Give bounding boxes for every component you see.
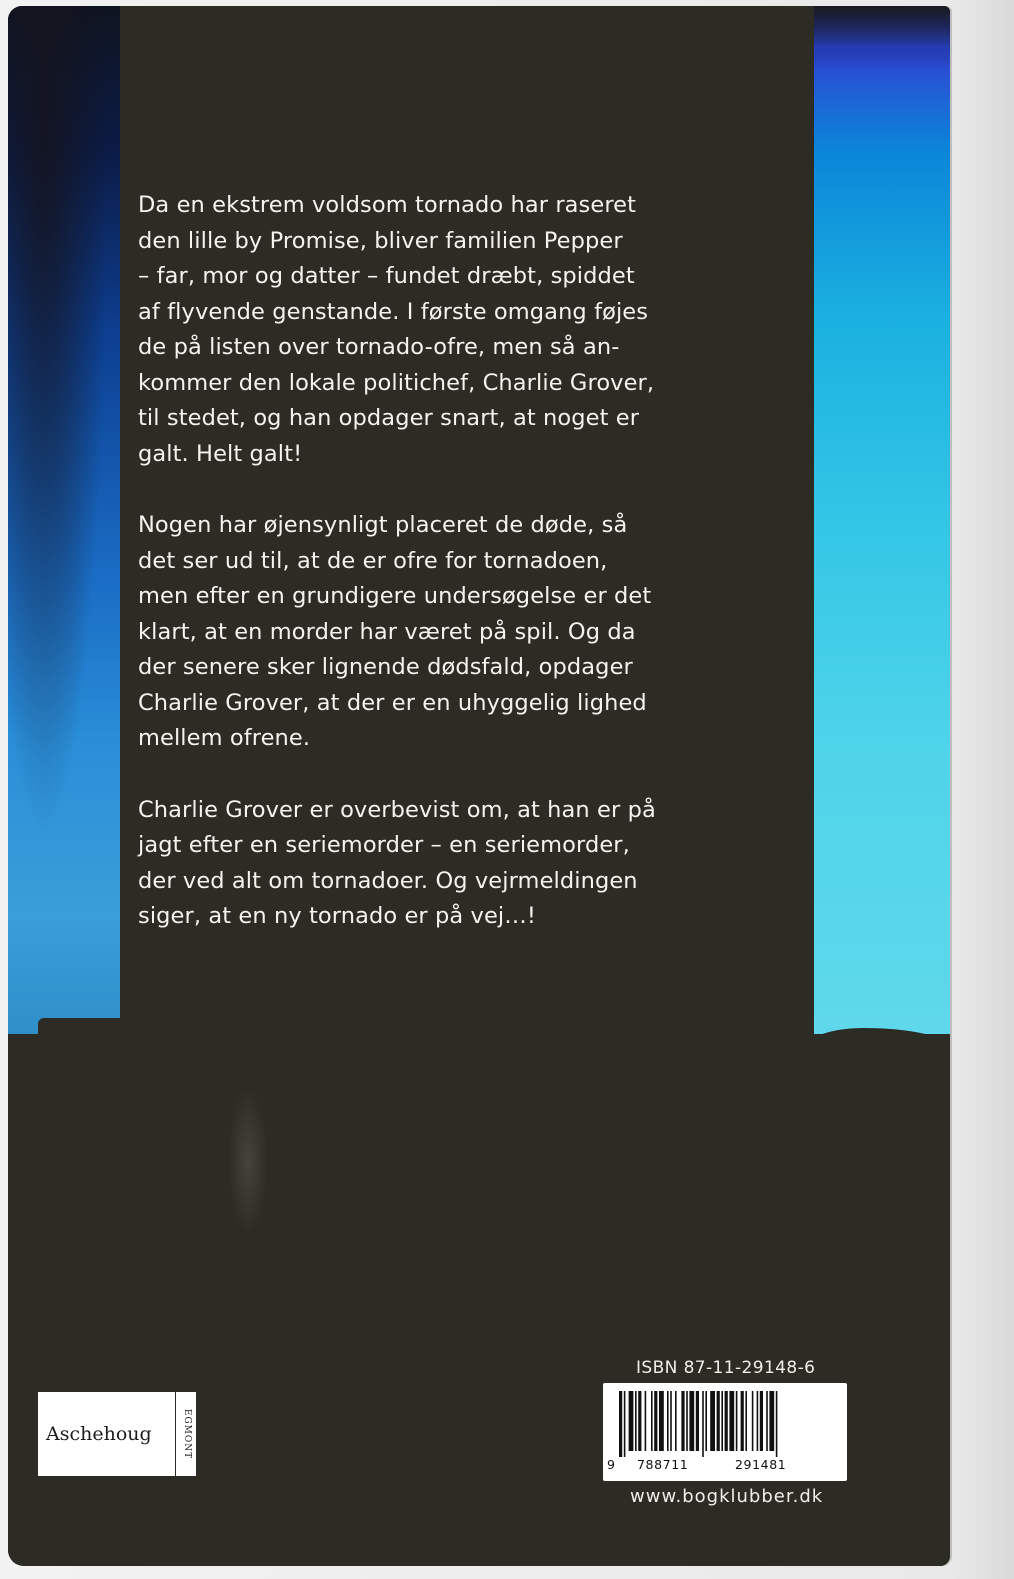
- barcode-digit-1: 9: [607, 1457, 616, 1472]
- barcode-bar: [670, 1391, 672, 1451]
- blurb-paragraph-1: Da en ekstrem voldsom tornado har raseret den lille by Promise, bliver familien Pepper – far, mor og datter – fundet dræbt, spiddet af flyvende genstande. I første omgang føjes de på listen over tornado-ofre, men så an- kommer den lokale politichef, Charlie Grover, til stedet, og han opdager snart, at noget er galt. Helt galt!: [138, 192, 655, 467]
- barcode-bar: [667, 1391, 669, 1451]
- barcode-bar: [675, 1391, 677, 1451]
- scan-smudge: [228, 1086, 268, 1236]
- barcode-bar: [729, 1391, 734, 1451]
- barcode-bar: [686, 1391, 688, 1451]
- website-url: www.bogklubber.dk: [630, 1486, 824, 1507]
- barcode-bar: [752, 1391, 754, 1451]
- logo-divider: [175, 1392, 176, 1476]
- barcode-bar: [624, 1391, 626, 1457]
- publisher-name: Aschehoug: [46, 1423, 152, 1445]
- barcode: [603, 1383, 847, 1481]
- barcode-bar: [629, 1391, 634, 1451]
- publisher-logo: [36, 1390, 198, 1478]
- sky-right-strip: [806, 6, 950, 1041]
- barcode-bar: [710, 1391, 715, 1451]
- barcode-bar: [689, 1391, 694, 1451]
- barcode-bar: [635, 1391, 637, 1451]
- barcode-bar: [741, 1391, 744, 1451]
- barcode-bar: [717, 1391, 720, 1451]
- barcode-bar: [745, 1391, 747, 1451]
- barcode-group-1: 788711: [637, 1457, 689, 1472]
- barcode-bar: [760, 1391, 763, 1451]
- barcode-bar: [619, 1391, 622, 1457]
- barcode-bar: [736, 1391, 738, 1451]
- back-cover-blurb: [138, 188, 778, 971]
- barcode-bar: [766, 1391, 768, 1451]
- publisher-sub-block: [178, 1392, 196, 1476]
- sky-left-strip: [8, 6, 128, 1041]
- publisher-sub-label: EGMONT: [182, 1408, 193, 1460]
- barcode-bar: [645, 1391, 647, 1451]
- isbn-label: ISBN 87-11-29148-6: [636, 1358, 816, 1378]
- barcode-bars: [617, 1391, 833, 1457]
- barcode-bar: [654, 1391, 657, 1451]
- barcode-bar: [725, 1391, 728, 1451]
- barcode-bar: [776, 1391, 778, 1457]
- barcode-bar: [681, 1391, 684, 1451]
- barcode-group-2: 291481: [735, 1457, 787, 1472]
- barcode-bar: [696, 1391, 699, 1451]
- barcode-bar: [702, 1391, 704, 1457]
- barcode-bar: [757, 1391, 759, 1451]
- barcode-bar: [769, 1391, 774, 1451]
- barcode-bar: [651, 1391, 653, 1451]
- barcode-bar: [659, 1391, 664, 1451]
- barcode-bar: [721, 1391, 723, 1451]
- blurb-paragraph-2: Nogen har øjensynligt placeret de døde, så det ser ud til, at de er ofre for tornadoen, men efter en grundigere undersøgelse er det klart, at en morder har været på spil. Og da der senere sker lignende dødsfald, opdager Charlie Grover, at der er en uhyggelig lighed mellem ofrene.: [138, 512, 652, 751]
- blurb-paragraph-3: Charlie Grover er overbevist om, at han er på jagt efter en seriemorder – en seriemorder, der ved alt om tornadoer. Og vejrmeldingen siger, at en ny tornado er på vej…!: [138, 796, 656, 929]
- barcode-bar: [638, 1391, 641, 1451]
- barcode-bar: [705, 1391, 707, 1451]
